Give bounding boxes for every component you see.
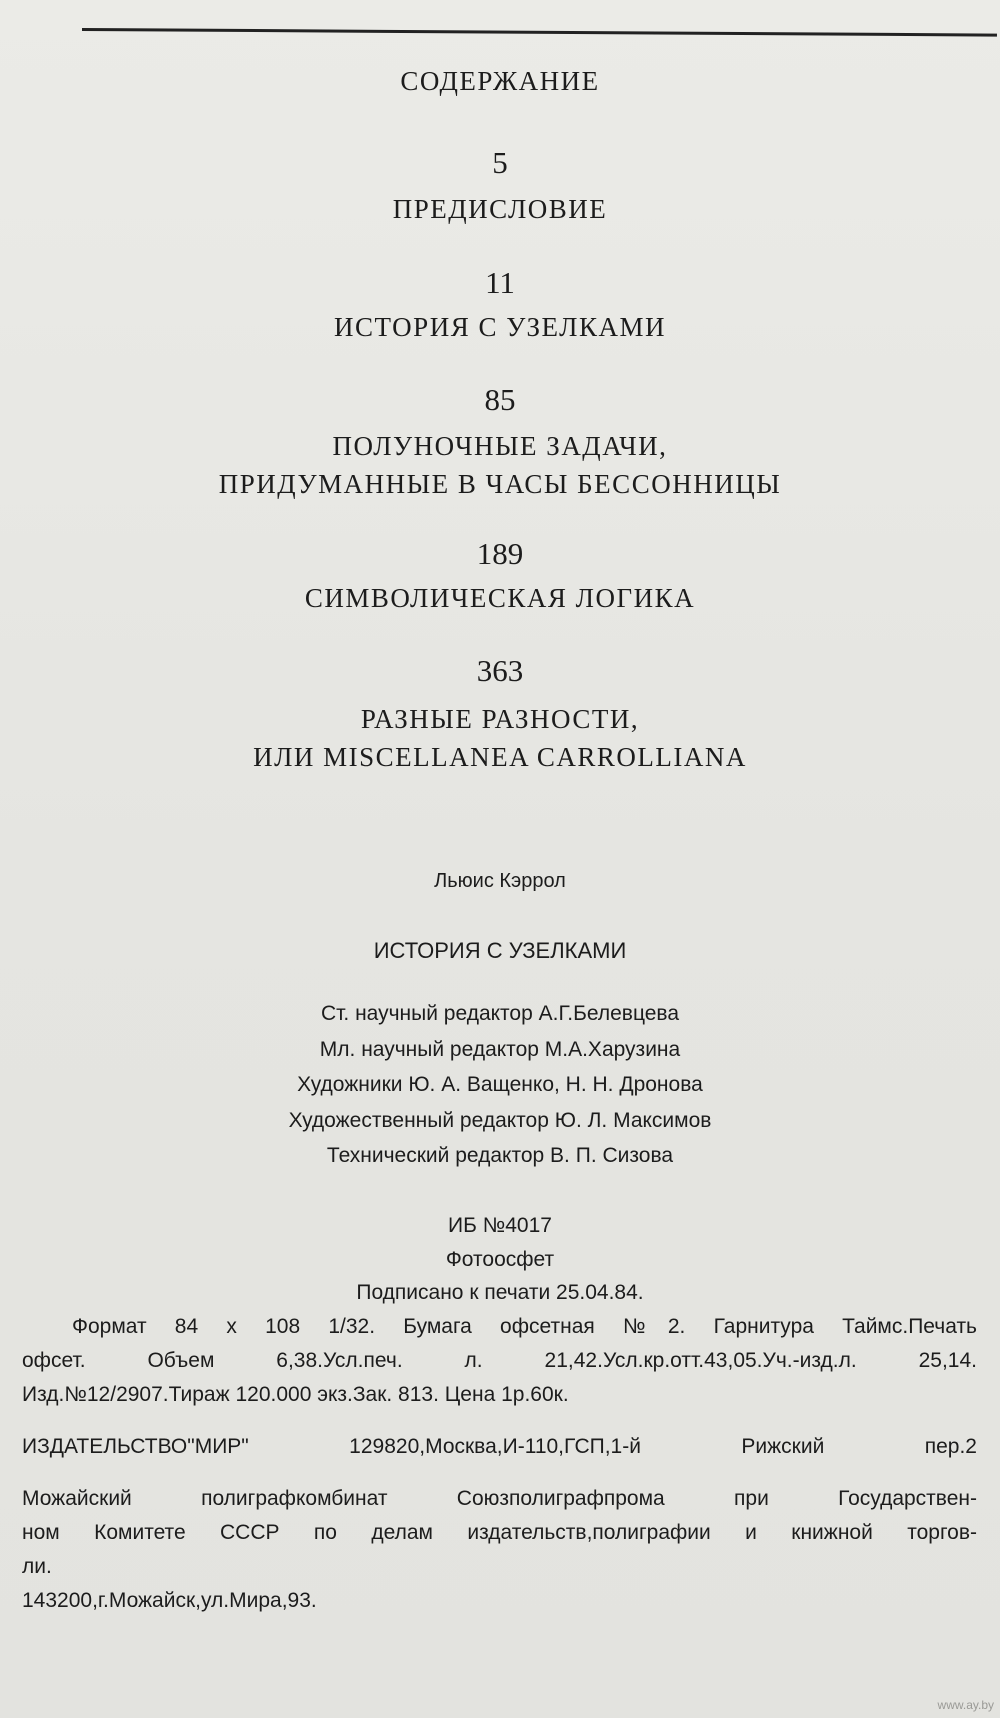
printer-address: 143200,г.Можайск,ул.Мира,93. — [22, 1589, 317, 1612]
credit-line: Технический редактор В. П. Сизова — [326, 1144, 674, 1167]
printer-line: Можайский полиграфкомбинат Союзполиграфпрома при Государствен- — [22, 1487, 977, 1510]
toc-entry-title: ИЛИ MISCELLANEA CARROLLIANA — [253, 742, 747, 772]
credit-line: Мл. научный редактор М.А.Харузина — [319, 1038, 681, 1061]
spec-line: офсет. Объем 6,38.Усл.печ. л. 21,42.Усл.кр.отт.43,05.Уч.-изд.л. 25,14. — [22, 1349, 977, 1372]
print-method: Фотоосфет — [445, 1248, 555, 1271]
ib-number: ИБ №4017 — [448, 1214, 552, 1237]
toc-page-number: 5 — [492, 145, 508, 180]
spec-line: Формат 84 x 108 1/32. Бумага офсетная №2. Гарнитура Таймс.Печать — [72, 1315, 977, 1338]
credit-line: Ст. научный редактор А.Г.Белевцева — [320, 1002, 680, 1025]
toc-entry-title: ПОЛУНОЧНЫЕ ЗАДАЧИ, — [332, 431, 668, 461]
toc-entry-title: СИМВОЛИЧЕСКАЯ ЛОГИКА — [304, 583, 696, 613]
publisher-line: ИЗДАТЕЛЬСТВО"МИР" 129820,Москва,И-110,ГСП,1-й Рижский пер.2 — [22, 1435, 977, 1458]
toc-entry-title: ПРЕДИСЛОВИЕ — [392, 194, 608, 224]
toc-entry-title: ИСТОРИЯ С УЗЕЛКАМИ — [334, 312, 666, 342]
top-rule — [82, 28, 997, 37]
toc-page-number: 189 — [476, 536, 524, 571]
spec-line: Изд.№12/2907.Тираж 120.000 экз.Зак. 813. Цена 1р.60к. — [22, 1383, 569, 1406]
toc-entry-title: РАЗНЫЕ РАЗНОСТИ, — [360, 704, 640, 734]
author-name: Льюис Кэррол — [434, 870, 566, 892]
signed-date: Подписано к печати 25.04.84. — [356, 1281, 644, 1304]
toc-page-number: 85 — [484, 382, 516, 417]
credit-line: Художники Ю. А. Ващенко, Н. Н. Дронова — [297, 1073, 703, 1096]
credit-line: Художественный редактор Ю. Л. Максимов — [288, 1109, 712, 1132]
printer-line: ном Комитете СССР по делам издательств,полиграфии и книжной торгов- — [22, 1521, 977, 1544]
toc-entry-title: ПРИДУМАННЫЕ В ЧАСЫ БЕССОННИЦЫ — [218, 469, 782, 499]
book-title: ИСТОРИЯ С УЗЕЛКАМИ — [373, 938, 627, 963]
toc-page-number: 11 — [485, 265, 515, 300]
toc-page-number: 363 — [476, 653, 524, 688]
printer-line: ли. — [22, 1555, 52, 1578]
toc-heading: СОДЕРЖАНИЕ — [400, 66, 600, 96]
watermark: www.ay.by — [937, 1698, 994, 1712]
